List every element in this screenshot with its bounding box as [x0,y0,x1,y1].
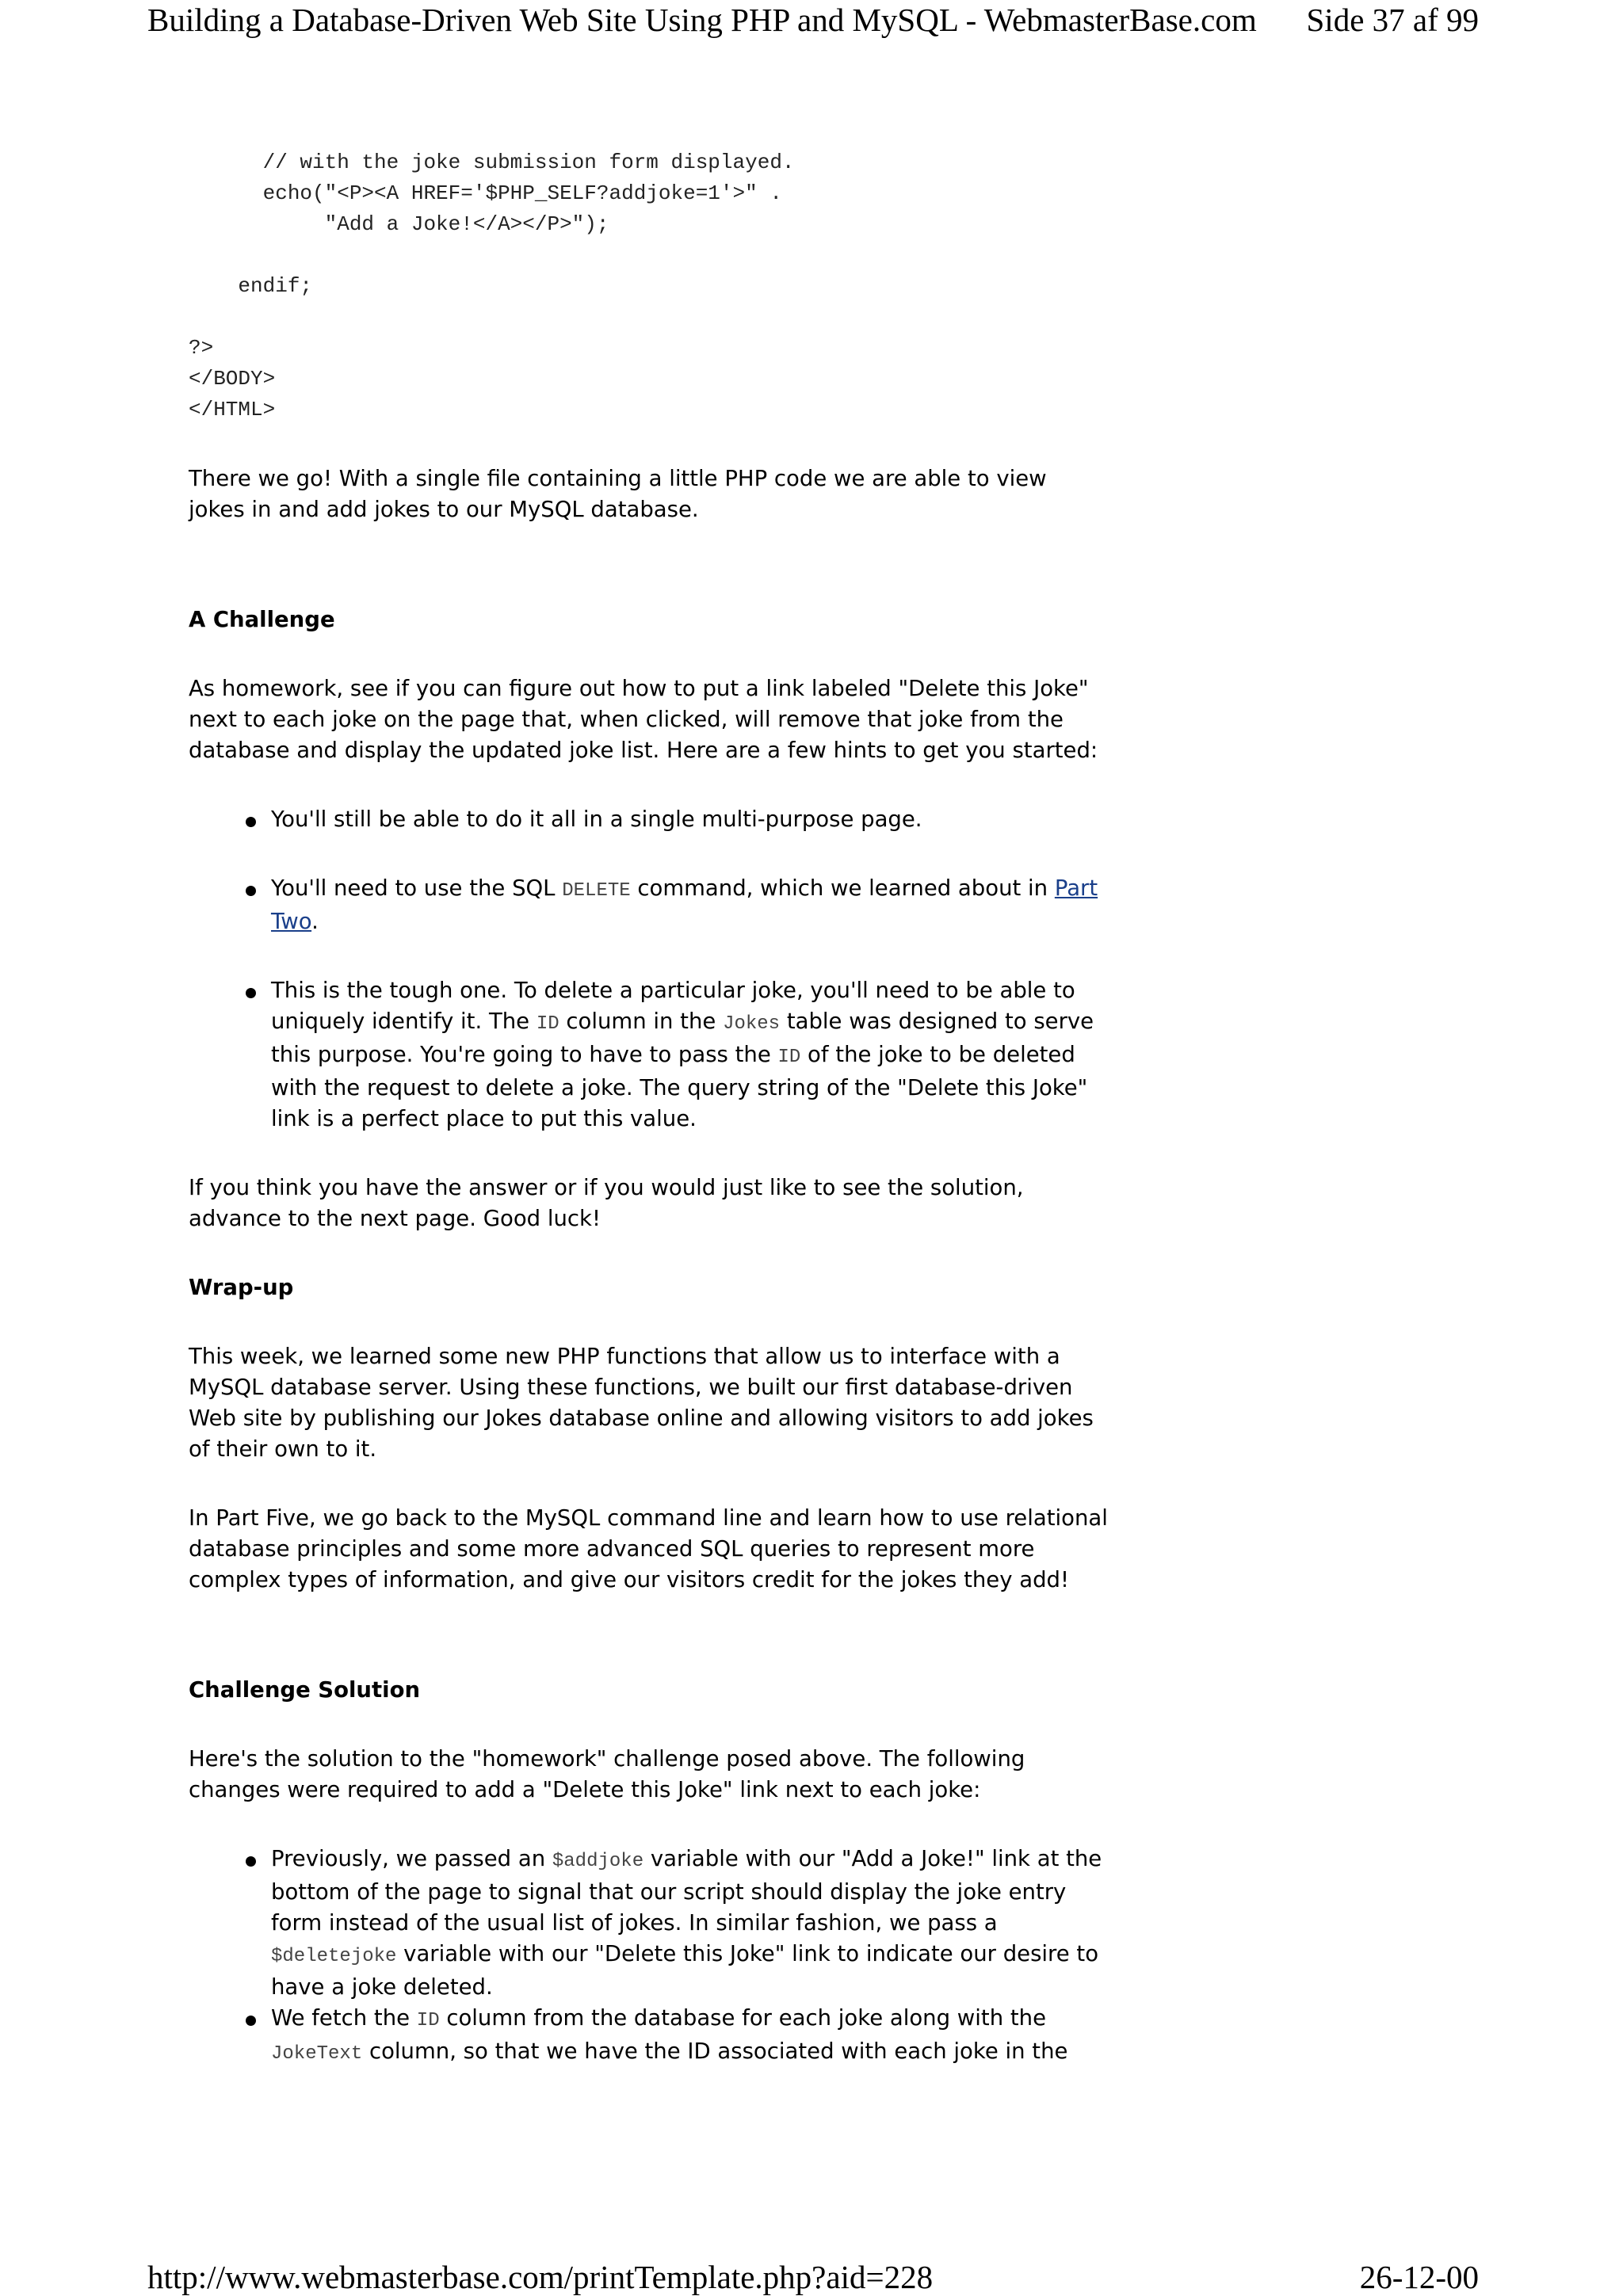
document-title: Building a Database-Driven Web Site Using PHP and MySQL - WebmasterBase.com [147,2,1257,38]
hint-text: You'll still be able to do it all in a single multi-purpose page. [271,807,922,832]
solution-text: We fetch the [271,2005,417,2031]
challenge-heading: A Challenge [189,607,335,632]
hint-text: column in the [559,1009,724,1034]
wrapup-paragraph: This week, we learned some new PHP functions that allow us to interface with a MySQL database server. Using these functions, we built our first database-driven Web site by publishing our Jokes database online and allowing visitors to add jokes of their own to it. [189,1344,1094,1462]
inline-code: ID [536,1013,559,1035]
hint-text: table was designed to serve this purpose. You're going to have to pass the [271,1009,1094,1067]
solution-item [189,1844,1108,2003]
wrapup-paragraph: In Part Five, we go back to the MySQL command line and learn how to use relational database principles and some more advanced SQL queries to represent more complex types of information, and give our visitors credit for the jokes they add! [189,1505,1108,1592]
inline-code: JokeText [271,2043,363,2065]
page-footer [147,2258,1479,2296]
code-block: // with the joke submission form displayed. echo("<P><A HREF='$PHP_SELF?addjoke=1'>" . "Add a Joke!</A></P>"); endif; ?> </BODY> </HTML> [189,151,795,421]
inline-code: $addjoke [552,1851,644,1872]
inline-code: ID [777,1047,801,1068]
hint-text: of the joke to be deleted with the request to delete a joke. The query string of the "Delete this Joke" link is a perfect place to put this value. [271,1042,1088,1131]
solution-text: variable with our "Delete this Joke" link to indicate our desire to have a joke deleted. [271,1941,1099,2000]
solution-text: variable with our "Add a Joke!" link at the bottom of the page to signal that our script should display the joke entry form instead of the usual list of jokes. In similar fashion, we pass a [271,1846,1102,1936]
part-two-link[interactable]: Part Two [271,875,1098,934]
inline-code: ID [416,2010,440,2031]
hint-item [189,975,1108,1135]
hint-text: . [311,909,319,934]
solution-item [189,2003,1108,2069]
hint-list [189,804,1108,1135]
inline-code: DELETE [562,880,631,902]
wrapup-heading: Wrap-up [189,1275,294,1300]
print-date: 26-12-00 [1359,2259,1479,2295]
intro-paragraph: There we go! With a single file containing a little PHP code we are able to view jokes in and add jokes to our MySQL database. [189,466,1047,522]
bullet-icon [246,886,256,896]
page-header [147,0,1479,48]
inline-code: $deletejoke [271,1946,397,1967]
bullet-icon [246,988,256,998]
bullet-icon [246,2016,256,2026]
bullet-icon [246,817,256,827]
solution-heading: Challenge Solution [189,1677,421,1703]
solution-paragraph: Here's the solution to the "homework" challenge posed above. The following changes were required to add a "Delete this Joke" link next to each joke: [189,1746,1025,1802]
source-url: http://www.webmasterbase.com/printTemplate.php?aid=228 [147,2259,934,2295]
hint-item [189,804,1108,835]
hint-text: command, which we learned about in [630,875,1055,901]
solution-list [189,1844,1108,2069]
hint-text: You'll need to use the SQL [271,875,563,901]
page-number: Side 37 af 99 [1306,2,1479,38]
bullet-icon [246,1856,256,1867]
challenge-closing: If you think you have the answer or if you would just like to see the solution, advance to the next page. Good luck! [189,1175,1024,1231]
hint-text: This is the tough one. To delete a particular joke, you'll need to be able to uniquely identify it. The [271,978,1075,1034]
solution-text: column, so that we have the ID associated with each joke in the [362,2039,1068,2064]
article-content [189,147,1108,2069]
solution-text: Previously, we passed an [271,1846,552,1871]
solution-text: column from the database for each joke along with the [439,2005,1047,2031]
hint-item [189,873,1108,937]
challenge-paragraph: As homework, see if you can figure out how to put a link labeled "Delete this Joke" next to each joke on the page that, when clicked, will remove that joke from the database and display the updated joke list. Here are a few hints to get you started: [189,676,1098,763]
inline-code: Jokes [723,1013,781,1035]
